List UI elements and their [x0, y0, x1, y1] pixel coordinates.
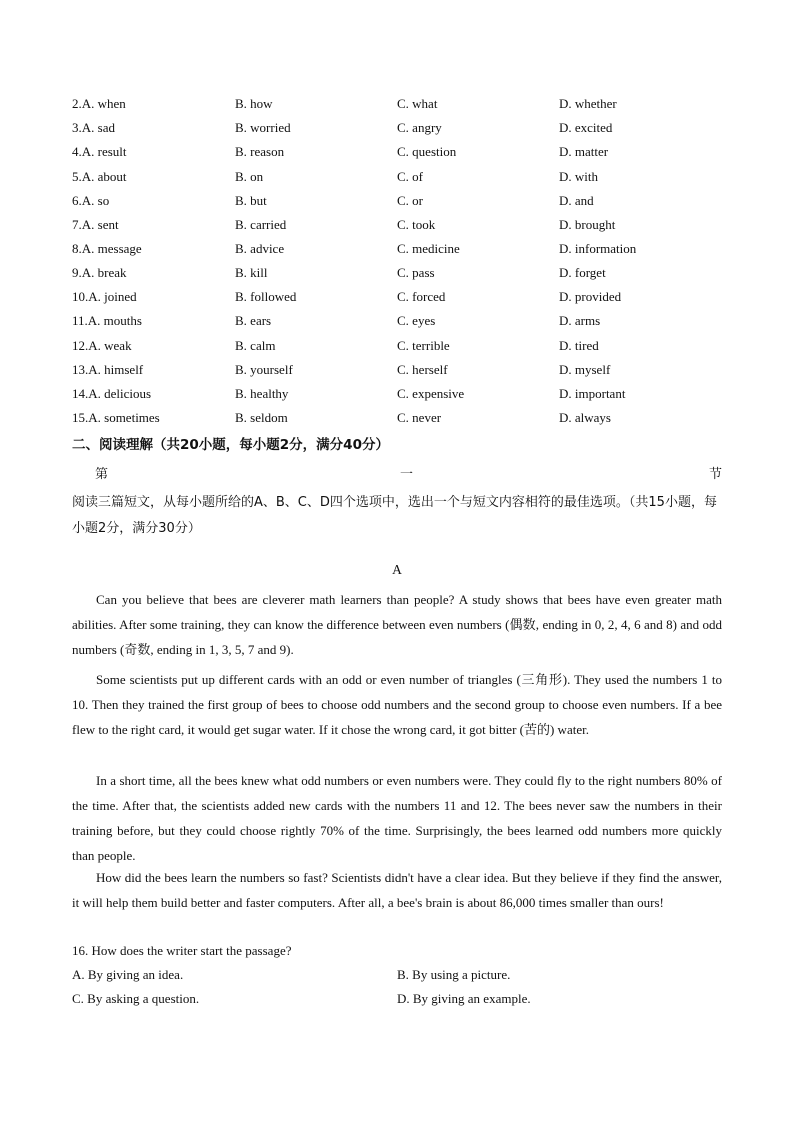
- options-row-3: [72, 116, 732, 140]
- option-b: B. ears: [235, 313, 272, 328]
- option-b: B. yourself: [235, 362, 293, 377]
- option-c: C. question: [397, 144, 457, 159]
- option-b: B. but: [235, 193, 267, 208]
- question-16-option-c: C. By asking a question.: [72, 991, 200, 1006]
- option-a: 12.A. weak: [72, 338, 132, 353]
- option-b: B. on: [235, 169, 264, 184]
- options-row-15: [72, 406, 732, 430]
- part-label-jie: 节: [708, 467, 722, 482]
- option-d: D. and: [559, 193, 594, 208]
- question-16-stem: 16. How does the writer start the passage?: [72, 943, 292, 958]
- option-c: C. expensive: [397, 386, 465, 401]
- option-b: B. calm: [235, 338, 276, 353]
- option-b: B. reason: [235, 144, 285, 159]
- option-d: D. tired: [559, 338, 599, 353]
- option-d: D. matter: [559, 144, 609, 159]
- option-d: D. forget: [559, 265, 606, 280]
- section-heading: 二、阅读理解（共20小题，每小题2分，满分40分）: [72, 437, 389, 453]
- option-c: C. never: [397, 410, 442, 425]
- option-b: B. how: [235, 96, 273, 111]
- option-d: D. arms: [559, 313, 601, 328]
- option-c: C. or: [397, 193, 423, 208]
- option-c: C. herself: [397, 362, 448, 377]
- passage-paragraph-3: In a short time, all the bees knew what odd numbers or even numbers were. They could fly to the right numbers 80% of the time. After that, the scientists added new cards with the numbers 11 and 12. The bees never saw the numbers in their training before, but they could choose rightly 70% of the time. Surprisingly, the bees learned odd numbers more quickly than people.: [72, 773, 722, 863]
- options-row-4: [72, 140, 732, 164]
- option-d: D. whether: [559, 96, 617, 111]
- question-16-option-a: A. By giving an idea.: [72, 967, 184, 982]
- section-instructions: 阅读三篇短文，从每小题所给的A、B、C、D四个选项中，选出一个与短文内容相符的最佳选项。（共15小题，每小题2分，满分30分）: [72, 495, 717, 536]
- option-a: 15.A. sometimes: [72, 410, 160, 425]
- option-a: 2.A. when: [72, 96, 126, 111]
- question-16-option-d: D. By giving an example.: [397, 991, 531, 1006]
- option-d: D. myself: [559, 362, 611, 377]
- option-d: D. information: [559, 241, 637, 256]
- option-c: C. of: [397, 169, 423, 184]
- options-row-13: [72, 358, 732, 382]
- option-a: 13.A. himself: [72, 362, 144, 377]
- option-b: B. healthy: [235, 386, 289, 401]
- option-d: D. provided: [559, 289, 622, 304]
- options-row-2: [72, 92, 732, 116]
- option-c: C. forced: [397, 289, 446, 304]
- part-label-yi: 一: [400, 467, 414, 482]
- option-a: 4.A. result: [72, 144, 127, 159]
- option-c: C. angry: [397, 120, 442, 135]
- passage-paragraph-4: How did the bees learn the numbers so fast? Scientists didn't have a clear idea. But they believe if they find the answer, it will help them build better and faster computers. After all, a bee's brain is about 86,000 times smaller than ours!: [72, 870, 722, 910]
- option-a: 3.A. sad: [72, 120, 115, 135]
- options-row-7: [72, 213, 732, 237]
- option-d: D. always: [559, 410, 611, 425]
- passage-title: A: [392, 562, 402, 577]
- option-a: 6.A. so: [72, 193, 110, 208]
- option-b: B. advice: [235, 241, 285, 256]
- option-b: B. carried: [235, 217, 287, 232]
- options-row-12: [72, 334, 732, 358]
- part-label: [95, 463, 722, 485]
- option-b: B. kill: [235, 265, 268, 280]
- option-b: B. seldom: [235, 410, 288, 425]
- option-a: 11.A. mouths: [72, 313, 142, 328]
- passage-paragraph-1: Can you believe that bees are cleverer math learners than people? A study shows that bees have even greater math abilities. After some training, they can know the difference between even numbers (偶数, ending in 0, 2, 4, 6 and 8) and odd numbers (奇数, ending in 1, 3, 5, 7 and 9).: [72, 592, 722, 657]
- option-c: C. medicine: [397, 241, 460, 256]
- options-row-14: [72, 382, 732, 406]
- option-a: 10.A. joined: [72, 289, 137, 304]
- option-c: C. what: [397, 96, 438, 111]
- option-d: D. important: [559, 386, 626, 401]
- option-d: D. with: [559, 169, 598, 184]
- option-c: C. eyes: [397, 313, 436, 328]
- passage-paragraph-2: Some scientists put up different cards with an odd or even number of triangles (三角形). They used the numbers 1 to 10. Then they trained the first group of bees to choose odd numbers and the second group to choose even numbers. If a bee flew to the right card, it would get sugar water. If it chose the wrong card, it got bitter (苦的) water.: [72, 672, 722, 737]
- option-a: 7.A. sent: [72, 217, 119, 232]
- question-16-option-b: B. By using a picture.: [397, 967, 511, 982]
- option-c: C. terrible: [397, 338, 450, 353]
- part-label-di: 第: [95, 467, 109, 482]
- option-c: C. pass: [397, 265, 435, 280]
- option-a: 5.A. about: [72, 169, 127, 184]
- option-b: B. followed: [235, 289, 297, 304]
- option-a: 8.A. message: [72, 241, 142, 256]
- option-a: 9.A. break: [72, 265, 127, 280]
- options-row-5: [72, 165, 732, 189]
- options-row-11: [72, 309, 732, 333]
- options-row-9: [72, 261, 732, 285]
- option-a: 14.A. delicious: [72, 386, 152, 401]
- option-d: D. excited: [559, 120, 613, 135]
- options-row-6: [72, 189, 732, 213]
- options-row-8: [72, 237, 732, 261]
- options-row-10: [72, 285, 732, 309]
- option-d: D. brought: [559, 217, 616, 232]
- option-b: B. worried: [235, 120, 291, 135]
- option-c: C. took: [397, 217, 436, 232]
